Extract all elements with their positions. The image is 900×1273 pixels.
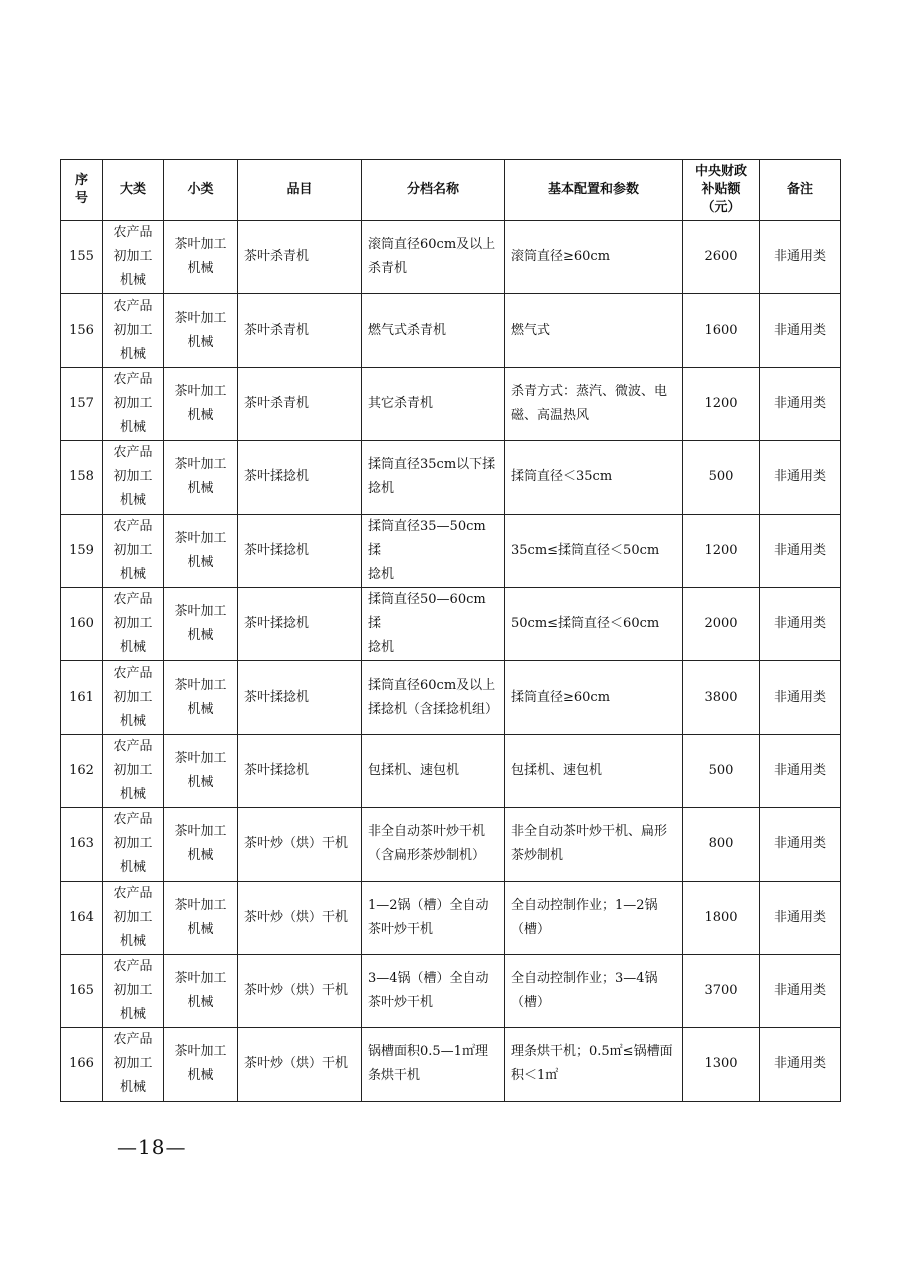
table-row — [61, 294, 841, 367]
cell-category: 农产品 初加工 机械 — [103, 221, 164, 294]
cell-category: 农产品 初加工 机械 — [103, 514, 164, 587]
cell-config: 燃气式 — [505, 294, 683, 367]
header-category: 大类 — [103, 160, 164, 221]
cell-category: 农产品 初加工 机械 — [103, 441, 164, 514]
cell-seq: 157 — [61, 367, 103, 440]
cell-tier-name: 非全自动茶叶炒干机 （含扁形茶炒制机） — [362, 808, 505, 881]
cell-subcategory: 茶叶加工 机械 — [164, 808, 238, 881]
table-row — [61, 441, 841, 514]
cell-tier-name: 揉筒直径50—60cm揉 捻机 — [362, 587, 505, 660]
cell-seq: 160 — [61, 587, 103, 660]
cell-item: 茶叶揉捻机 — [238, 441, 362, 514]
table-row — [61, 514, 841, 587]
cell-tier-name: 揉筒直径35cm以下揉 捻机 — [362, 441, 505, 514]
cell-tier-name: 包揉机、速包机 — [362, 734, 505, 807]
cell-category: 农产品 初加工 机械 — [103, 954, 164, 1027]
table-body — [61, 221, 841, 1102]
cell-seq: 155 — [61, 221, 103, 294]
cell-category: 农产品 初加工 机械 — [103, 367, 164, 440]
cell-category: 农产品 初加工 机械 — [103, 587, 164, 660]
cell-tier-name: 揉筒直径35—50cm揉 捻机 — [362, 514, 505, 587]
cell-item: 茶叶杀青机 — [238, 367, 362, 440]
cell-subsidy: 3800 — [683, 661, 760, 734]
cell-subsidy: 1300 — [683, 1028, 760, 1101]
header-seq: 序 号 — [61, 160, 103, 221]
page-number: —18— — [117, 1135, 187, 1159]
cell-note: 非通用类 — [760, 367, 841, 440]
cell-seq: 163 — [61, 808, 103, 881]
header-config: 基本配置和参数 — [505, 160, 683, 221]
cell-subsidy: 1200 — [683, 514, 760, 587]
cell-subsidy: 1800 — [683, 881, 760, 954]
cell-item: 茶叶揉捻机 — [238, 587, 362, 660]
cell-config: 35cm≤揉筒直径＜50cm — [505, 514, 683, 587]
table-row — [61, 221, 841, 294]
cell-subcategory: 茶叶加工 机械 — [164, 367, 238, 440]
cell-config: 理条烘干机；0.5㎡≤锅槽面 积＜1㎡ — [505, 1028, 683, 1101]
cell-subsidy: 3700 — [683, 954, 760, 1027]
header-note: 备注 — [760, 160, 841, 221]
cell-subcategory: 茶叶加工 机械 — [164, 587, 238, 660]
cell-subcategory: 茶叶加工 机械 — [164, 1028, 238, 1101]
cell-tier-name: 燃气式杀青机 — [362, 294, 505, 367]
table-row — [61, 367, 841, 440]
cell-category: 农产品 初加工 机械 — [103, 734, 164, 807]
table-row — [61, 808, 841, 881]
cell-tier-name: 锅槽面积0.5—1㎡理 条烘干机 — [362, 1028, 505, 1101]
cell-item: 茶叶杀青机 — [238, 221, 362, 294]
table-row — [61, 734, 841, 807]
cell-note: 非通用类 — [760, 514, 841, 587]
cell-tier-name: 3—4锅（槽）全自动 茶叶炒干机 — [362, 954, 505, 1027]
cell-note: 非通用类 — [760, 734, 841, 807]
cell-item: 茶叶揉捻机 — [238, 661, 362, 734]
cell-subsidy: 500 — [683, 734, 760, 807]
cell-item: 茶叶揉捻机 — [238, 514, 362, 587]
cell-item: 茶叶炒（烘）干机 — [238, 1028, 362, 1101]
header-subcategory: 小类 — [164, 160, 238, 221]
cell-tier-name: 1—2锅（槽）全自动 茶叶炒干机 — [362, 881, 505, 954]
cell-subcategory: 茶叶加工 机械 — [164, 661, 238, 734]
cell-config: 包揉机、速包机 — [505, 734, 683, 807]
cell-subcategory: 茶叶加工 机械 — [164, 294, 238, 367]
cell-category: 农产品 初加工 机械 — [103, 808, 164, 881]
cell-tier-name: 滚筒直径60cm及以上 杀青机 — [362, 221, 505, 294]
cell-subsidy: 500 — [683, 441, 760, 514]
cell-category: 农产品 初加工 机械 — [103, 881, 164, 954]
cell-item: 茶叶杀青机 — [238, 294, 362, 367]
header-subsidy: 中央财政 补贴额 （元） — [683, 160, 760, 221]
cell-seq: 161 — [61, 661, 103, 734]
cell-seq: 156 — [61, 294, 103, 367]
cell-seq: 164 — [61, 881, 103, 954]
cell-config: 滚筒直径≥60cm — [505, 221, 683, 294]
cell-item: 茶叶炒（烘）干机 — [238, 881, 362, 954]
cell-tier-name: 其它杀青机 — [362, 367, 505, 440]
cell-item: 茶叶揉捻机 — [238, 734, 362, 807]
cell-config: 非全自动茶叶炒干机、扁形 茶炒制机 — [505, 808, 683, 881]
cell-note: 非通用类 — [760, 441, 841, 514]
cell-subsidy: 1200 — [683, 367, 760, 440]
cell-subsidy: 1600 — [683, 294, 760, 367]
cell-note: 非通用类 — [760, 1028, 841, 1101]
cell-tier-name: 揉筒直径60cm及以上 揉捻机（含揉捻机组） — [362, 661, 505, 734]
cell-subsidy: 800 — [683, 808, 760, 881]
cell-config: 全自动控制作业；1—2锅 （槽） — [505, 881, 683, 954]
cell-seq: 158 — [61, 441, 103, 514]
header-item: 品目 — [238, 160, 362, 221]
cell-note: 非通用类 — [760, 661, 841, 734]
cell-config: 杀青方式：蒸汽、微波、电 磁、高温热风 — [505, 367, 683, 440]
cell-subcategory: 茶叶加工 机械 — [164, 441, 238, 514]
cell-category: 农产品 初加工 机械 — [103, 661, 164, 734]
cell-subsidy: 2000 — [683, 587, 760, 660]
table-row — [61, 587, 841, 660]
cell-category: 农产品 初加工 机械 — [103, 294, 164, 367]
subsidy-table — [60, 159, 841, 1102]
header-tier-name: 分档名称 — [362, 160, 505, 221]
cell-subcategory: 茶叶加工 机械 — [164, 734, 238, 807]
cell-config: 50cm≤揉筒直径＜60cm — [505, 587, 683, 660]
cell-category: 农产品 初加工 机械 — [103, 1028, 164, 1101]
cell-subcategory: 茶叶加工 机械 — [164, 514, 238, 587]
cell-subcategory: 茶叶加工 机械 — [164, 881, 238, 954]
cell-subsidy: 2600 — [683, 221, 760, 294]
cell-note: 非通用类 — [760, 954, 841, 1027]
table-row — [61, 1028, 841, 1101]
cell-seq: 162 — [61, 734, 103, 807]
cell-note: 非通用类 — [760, 881, 841, 954]
cell-item: 茶叶炒（烘）干机 — [238, 808, 362, 881]
cell-config: 揉筒直径＜35cm — [505, 441, 683, 514]
table-row — [61, 881, 841, 954]
cell-config: 全自动控制作业；3—4锅 （槽） — [505, 954, 683, 1027]
table-row — [61, 661, 841, 734]
cell-note: 非通用类 — [760, 294, 841, 367]
cell-note: 非通用类 — [760, 587, 841, 660]
cell-seq: 159 — [61, 514, 103, 587]
table-row — [61, 954, 841, 1027]
cell-note: 非通用类 — [760, 808, 841, 881]
cell-seq: 166 — [61, 1028, 103, 1101]
cell-item: 茶叶炒（烘）干机 — [238, 954, 362, 1027]
cell-subcategory: 茶叶加工 机械 — [164, 954, 238, 1027]
cell-subcategory: 茶叶加工 机械 — [164, 221, 238, 294]
cell-seq: 165 — [61, 954, 103, 1027]
cell-config: 揉筒直径≥60cm — [505, 661, 683, 734]
cell-note: 非通用类 — [760, 221, 841, 294]
table-header-row — [61, 160, 841, 221]
